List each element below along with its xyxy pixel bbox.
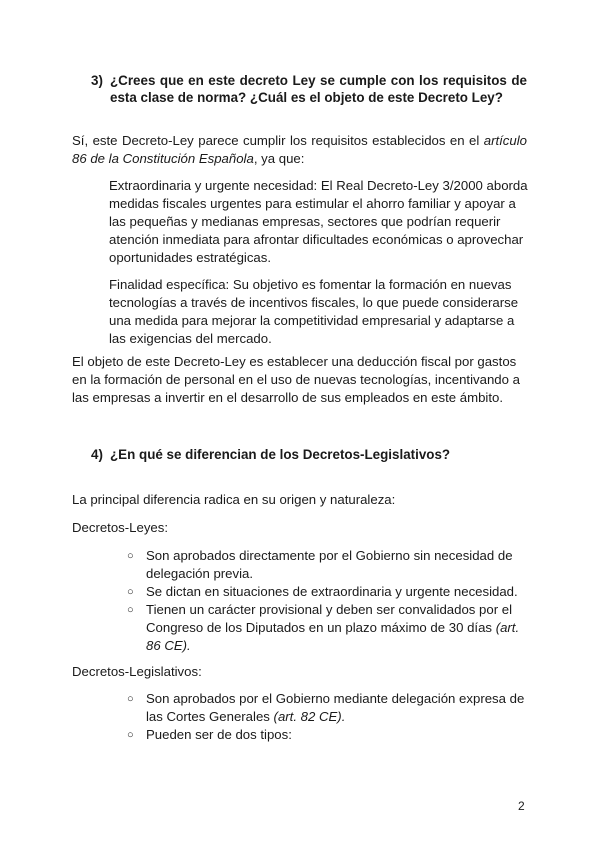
- question-4-heading: [91, 446, 527, 463]
- bullet-italic: (art. 82 CE).: [273, 709, 346, 724]
- question-3-text: ¿Crees que en este decreto Ley se cumple con los requisitos de esta clase de norma? ¿Cuál es el objeto de este Decreto Ley?: [110, 73, 527, 105]
- answer-3-intro-after: , ya que:: [253, 151, 305, 166]
- object-paragraph: El objeto de este Decreto-Ley es establecer una deducción fiscal por gastos en la formación de personal en el uso de nuevas tecnologías, incentivando a las empresas a invertir en el desarrollo de sus empleados en este ámbito.: [72, 354, 520, 405]
- requirement-urgency: Extraordinaria y urgente necesidad: El Real Decreto-Ley 3/2000 aborda medidas fiscales urgentes para estimular el ahorro familiar y apoyar a las pequeñas y medianas empresas, sectores que podrían requerir atención inmediata para afrontar dificultades económicas o aprovechar oportunidades estratégicas.: [109, 178, 528, 265]
- answer-3-intro-before: Sí, este Decreto-Ley parece cumplir los requisitos establecidos en el: [72, 133, 484, 148]
- list-item: [127, 690, 527, 726]
- bullet-italic: (art. 86 CE).: [146, 620, 520, 653]
- decretos-leyes-heading: Decretos-Leyes:: [72, 520, 169, 535]
- bullet-circle-icon: ○: [127, 604, 134, 616]
- answer-3-intro: [72, 132, 527, 168]
- answer-4-intro: La principal diferencia radica en su origen y naturaleza:: [72, 492, 396, 507]
- requirement-purpose: Finalidad específica: Su objetivo es fomentar la formación en nuevas tecnologías a través de incentivos fiscales, lo que puede considerarse una medida para mejorar la competitividad empresarial y adaptarse a las exigencias del mercado.: [109, 277, 519, 346]
- list-item: [127, 726, 527, 744]
- bullet-text: Pueden ser de dos tipos:: [146, 727, 292, 742]
- question-3-number: 3): [91, 73, 103, 88]
- answer-3-intro-italic: artículo 86 de la Constitución Española: [72, 133, 527, 166]
- bullet-text: Se dictan en situaciones de extraordinaria y urgente necesidad.: [146, 584, 518, 599]
- bullet-circle-icon: ○: [127, 693, 134, 705]
- list-item: [127, 547, 527, 583]
- bullet-text: Tienen un carácter provisional y deben ser convalidados por el Congreso de los Diputados en un plazo máximo de 30 días: [146, 602, 513, 635]
- bullet-text: Son aprobados por el Gobierno mediante delegación expresa de las Cortes Generales: [146, 691, 525, 724]
- list-item: [127, 601, 527, 655]
- decretos-legislativos-heading: Decretos-Legislativos:: [72, 664, 202, 679]
- page-number: 2: [518, 799, 525, 813]
- bullet-circle-icon: ○: [127, 729, 134, 741]
- question-4-text: ¿En qué se diferencian de los Decretos-Legislativos?: [110, 447, 451, 462]
- question-4-number: 4): [91, 447, 103, 462]
- bullet-circle-icon: ○: [127, 586, 134, 598]
- bullet-circle-icon: ○: [127, 550, 134, 562]
- list-item: [127, 583, 527, 601]
- bullet-text: Son aprobados directamente por el Gobierno sin necesidad de delegación previa.: [146, 548, 513, 581]
- question-3-heading: [91, 72, 527, 106]
